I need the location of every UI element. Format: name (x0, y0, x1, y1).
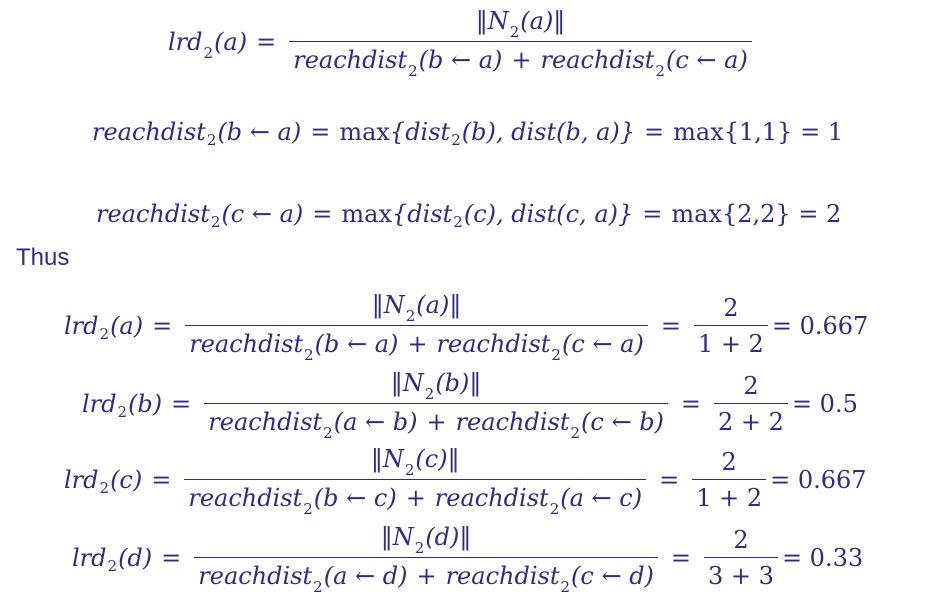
numeric-fraction: $\frac{2}{1 + 2}$ (692, 447, 766, 513)
numeric-fraction: $\frac{2}{1 + 2}$ (694, 293, 768, 359)
lrd-fraction: $\frac{‖N_2(d)‖}{reachdist_2(a \leftarrow d) + reachdist_2(c \leftarrow d)}$ (194, 522, 658, 594)
lrd-row-c: lrd 2 (c) = $\frac{‖N_2(c)‖}{reachdist_2(b \leftarrow c) + reachdist_2(a \leftarrow c)}$ = $\frac{2}{1 + 2}$ = 0.667 (64, 445, 867, 518)
lrd-result: = 0.667 (770, 466, 867, 494)
lrd-fraction: $\frac{‖N_2(a)‖}{reachdist_2(b \leftarrow a) + reachdist_2(c \leftarrow a)}$ (185, 290, 648, 362)
general-lhs: lrd$_2$(a) (168, 28, 248, 62)
general-formula (168, 6, 756, 78)
lrd-result: = 0.667 (771, 312, 869, 340)
lrd-row-b: lrd 2 (b) = $\frac{‖N_2(b)‖}{reachdist_2(a \leftarrow b) + reachdist_2(c \leftarrow b)}$ = $\frac{2}{2 + 2}$ = 0.5 (82, 369, 858, 442)
general-fraction (289, 6, 752, 78)
lrd-row-a: lrd 2 (a) = $\frac{‖N_2(a)‖}{reachdist_2(b \leftarrow a) + reachdist_2(c \leftarrow a)}$ = $\frac{2}{1 + 2}$ = 0.667 (64, 291, 869, 364)
reachdist-b-a-equation: reachdist 2 (b ← a) = max {dist 2 (b), dist(b, a)} = max{1,1} = 1 (92, 118, 844, 149)
fraction-numerator: $‖N_2(a)‖$ (475, 7, 566, 41)
lrd-result: = 0.33 (781, 544, 864, 572)
equals-sign: = (256, 28, 277, 56)
lrd-fraction: $\frac{‖N_2(b)‖}{reachdist_2(a \leftarrow b) + reachdist_2(c \leftarrow b)}$ (204, 368, 668, 440)
numeric-fraction: $\frac{2}{3 + 3}$ (704, 525, 778, 591)
reachdist-c-a-equation: reachdist 2 (c ← a) = max {dist 2 (c), dist(c, a)} = max{2,2} = 2 (96, 200, 842, 231)
thus-label: Thus (16, 244, 70, 271)
lrd-fraction: $\frac{‖N_2(c)‖}{reachdist_2(b \leftarrow c) + reachdist_2(a \leftarrow c)}$ (184, 444, 646, 516)
lrd-result: = 0.5 (791, 390, 858, 418)
numeric-fraction: $\frac{2}{2 + 2}$ (714, 371, 788, 437)
lrd-row-d: lrd 2 (d) = $\frac{‖N_2(d)‖}{reachdist_2(a \leftarrow d) + reachdist_2(c \leftarrow d)}$ = $\frac{2}{3 + 3}$ = 0.33 (72, 523, 864, 596)
fraction-denominator: reachdist$_2$(b ← a) + reachdist$_2$(c ← a) (289, 41, 752, 78)
